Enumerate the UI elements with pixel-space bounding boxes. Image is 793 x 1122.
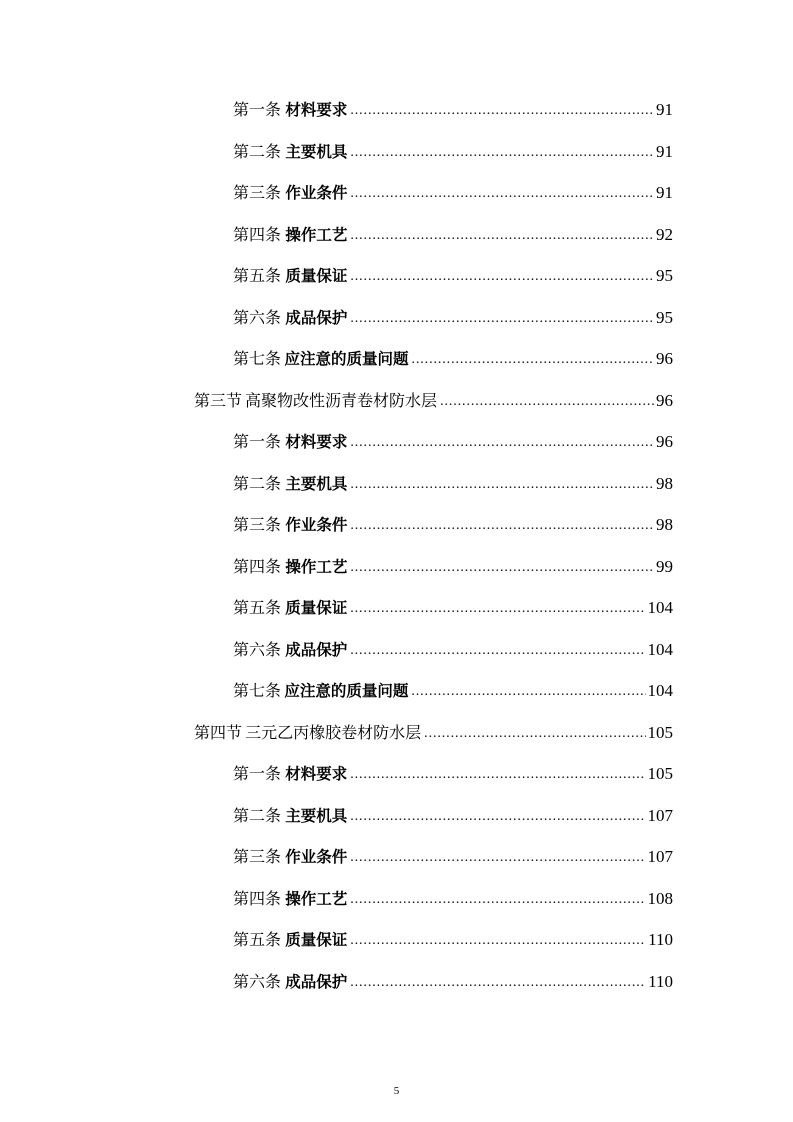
toc-entry-page: 95 — [656, 307, 673, 327]
toc-entry-page: 96 — [656, 432, 673, 451]
page-number: 5 — [393, 1085, 400, 1097]
toc-entry[interactable] — [233, 173, 673, 213]
toc-section-number: 第三节 — [194, 390, 243, 410]
dot-leader — [350, 230, 654, 250]
dot-leader — [350, 603, 645, 623]
toc-entry-number: 第三条 — [233, 515, 282, 534]
toc-entry-page: 95 — [656, 266, 673, 285]
toc-entry-title: 应注意的质量问题 — [284, 350, 409, 368]
toc-entry-number: 第二条 — [233, 805, 282, 825]
toc-entry-title: 操作工艺 — [285, 557, 348, 576]
toc-entry-page: 91 — [656, 100, 673, 119]
toc-entry-title: 材料要求 — [285, 765, 348, 783]
toc-entry-number: 第四条 — [233, 888, 282, 908]
toc-entry-title: 应注意的质量问题 — [284, 682, 409, 700]
toc-entry-number: 第六条 — [233, 307, 282, 327]
toc-entry-title: 作业条件 — [285, 184, 348, 202]
toc-entry-number: 第四条 — [233, 556, 282, 576]
toc-entry[interactable] — [233, 505, 673, 545]
toc-entry[interactable] — [233, 671, 673, 711]
toc-section-entry[interactable] — [194, 713, 673, 753]
toc-section-page: 105 — [647, 722, 673, 742]
toc-entry-title: 作业条件 — [285, 848, 348, 866]
toc-entry[interactable] — [233, 298, 673, 338]
toc-section-title: 三元乙丙橡胶卷材防水层 — [245, 722, 422, 742]
toc-entry[interactable] — [233, 754, 673, 794]
dot-leader — [350, 562, 654, 582]
dot-leader — [411, 686, 645, 706]
toc-entry[interactable] — [233, 339, 673, 379]
toc-entry-page: 92 — [656, 224, 673, 244]
dot-leader — [350, 105, 654, 125]
toc-entry-number: 第三条 — [233, 183, 282, 202]
dot-leader — [350, 977, 646, 997]
toc-entry[interactable] — [233, 422, 673, 462]
toc-entry-page: 91 — [656, 141, 673, 161]
toc-entry-title: 主要机具 — [285, 806, 348, 825]
toc-entry-page: 99 — [656, 556, 673, 576]
toc-entry-title: 材料要求 — [285, 101, 348, 119]
dot-leader — [350, 769, 645, 789]
toc-entry-number: 第一条 — [233, 100, 282, 119]
toc-entry[interactable] — [233, 962, 673, 1002]
toc-entry[interactable] — [233, 920, 673, 960]
dot-leader — [350, 645, 645, 665]
toc-entry-title: 成品保护 — [285, 308, 348, 327]
toc-entry-page: 107 — [647, 847, 673, 866]
toc-entry-number: 第五条 — [233, 930, 282, 949]
toc-entry-page: 104 — [647, 639, 673, 659]
toc-entry-title: 操作工艺 — [285, 889, 348, 908]
toc-entry-number: 第一条 — [233, 764, 282, 783]
toc-entry-page: 91 — [656, 183, 673, 202]
toc-entry-title: 成品保护 — [285, 640, 348, 659]
toc-entry-page: 110 — [648, 930, 673, 949]
toc-entry-page: 110 — [648, 971, 673, 991]
toc-entry[interactable] — [233, 256, 673, 296]
toc-entry-number: 第六条 — [233, 639, 282, 659]
toc-entry[interactable] — [233, 547, 673, 587]
dot-leader — [350, 271, 654, 291]
toc-entry-page: 98 — [656, 515, 673, 534]
toc-entry-number: 第五条 — [233, 598, 282, 617]
dot-leader — [350, 894, 645, 914]
toc-entry-number: 第七条 — [233, 349, 282, 368]
toc-entry[interactable] — [233, 879, 673, 919]
toc-entry-number: 第七条 — [233, 681, 282, 700]
toc-entry[interactable] — [233, 796, 673, 836]
toc-entry[interactable] — [233, 90, 673, 130]
dot-leader — [350, 188, 654, 208]
toc-entry-number: 第二条 — [233, 141, 282, 161]
toc-entry-title: 操作工艺 — [285, 225, 348, 244]
dot-leader — [350, 935, 646, 955]
toc-section-page: 96 — [656, 390, 673, 410]
toc-entry-number: 第五条 — [233, 266, 282, 285]
dot-leader — [350, 147, 654, 167]
dot-leader — [350, 479, 654, 499]
toc-entry-number: 第三条 — [233, 847, 282, 866]
toc-entry-title: 质量保证 — [285, 267, 348, 285]
toc-entry-number: 第二条 — [233, 473, 282, 493]
toc-entry-title: 质量保证 — [285, 931, 348, 949]
dot-leader — [411, 354, 654, 374]
dot-leader — [350, 313, 654, 333]
dot-leader — [350, 437, 654, 457]
toc-entry-title: 成品保护 — [285, 972, 348, 991]
toc-entry-page: 104 — [647, 598, 673, 617]
toc-entry[interactable] — [233, 837, 673, 877]
toc-entry-number: 第一条 — [233, 432, 282, 451]
dot-leader — [440, 396, 654, 416]
toc-entry-page: 104 — [647, 681, 673, 700]
dot-leader — [350, 811, 645, 831]
toc-entry-title: 作业条件 — [285, 516, 348, 534]
toc-entry[interactable] — [233, 464, 673, 504]
toc-section-title: 高聚物改性沥青卷材防水层 — [245, 390, 438, 410]
toc-entry-page: 105 — [647, 764, 673, 783]
toc-entry[interactable] — [233, 588, 673, 628]
toc-entry-number: 第四条 — [233, 224, 282, 244]
toc-entry-page: 98 — [656, 473, 673, 493]
toc-entry-title: 质量保证 — [285, 599, 348, 617]
toc-entry[interactable] — [233, 630, 673, 670]
toc-entry-page: 108 — [647, 888, 673, 908]
toc-entry-page: 107 — [647, 805, 673, 825]
toc-section-number: 第四节 — [194, 722, 243, 742]
dot-leader — [424, 728, 645, 748]
toc-section-entry[interactable] — [194, 381, 673, 421]
toc-entry[interactable] — [233, 215, 673, 255]
dot-leader — [350, 852, 645, 872]
toc-entry-number: 第六条 — [233, 971, 282, 991]
toc-entry-title: 材料要求 — [285, 433, 348, 451]
toc-entry-title: 主要机具 — [285, 474, 348, 493]
toc-entry-title: 主要机具 — [285, 142, 348, 161]
dot-leader — [350, 520, 654, 540]
toc-entry-page: 96 — [656, 349, 673, 368]
toc-entry[interactable] — [233, 132, 673, 172]
